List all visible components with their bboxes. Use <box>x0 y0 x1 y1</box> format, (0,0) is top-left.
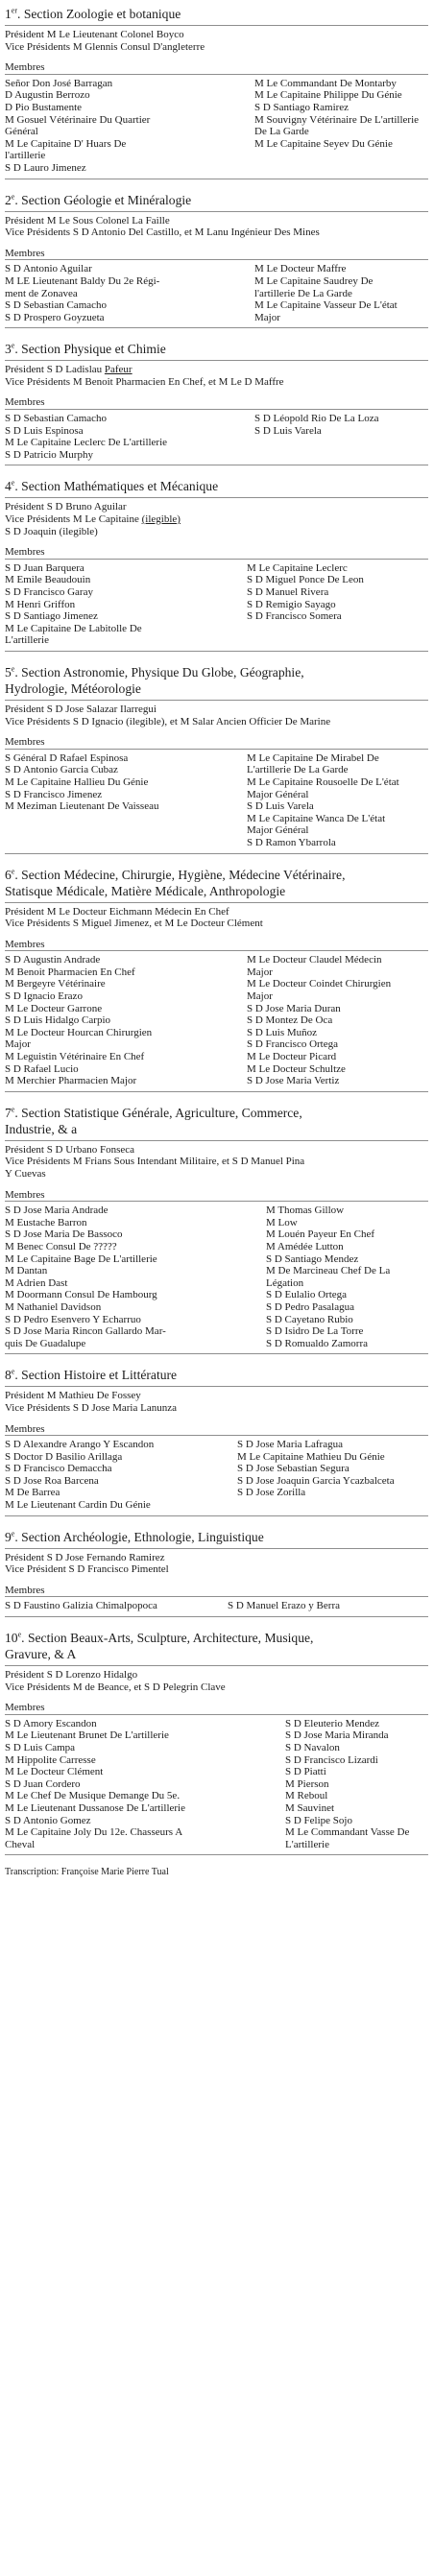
members-list <box>5 1600 428 1612</box>
members-divider <box>5 950 428 951</box>
member-name: Légation <box>266 1276 304 1289</box>
members-left-column <box>5 562 247 647</box>
section-number: 7 <box>5 1105 12 1120</box>
member-name: M Le Capitaine D' Huars De <box>5 137 127 150</box>
member-name: S D Antonio Gomez <box>5 1814 91 1826</box>
members-right-column <box>247 752 399 849</box>
section-title-text: . Section Médecine, Chirurgie, Hygiène, Médecine Vétérinaire, <box>14 867 346 882</box>
section-title-text: . Section Zoologie et botanique <box>17 7 181 21</box>
member-name: M De Marcineau Chef De La <box>266 1265 391 1277</box>
section-title <box>5 664 428 697</box>
section-title <box>5 6 428 22</box>
member-name: ment de Zonavea <box>5 287 78 299</box>
member-name: M Hippolite Carresse <box>5 1753 96 1766</box>
member-name: M Emile Beaudouin <box>5 574 91 586</box>
member-name: M Le Docteur Claudel Médecin <box>247 954 382 966</box>
member-name: M Henri Griffon <box>5 598 76 610</box>
president-line: Président S D Bruno Aguilar <box>5 501 127 513</box>
member-name: S D Jose Maria Andrade <box>5 1205 108 1217</box>
member-name: D Augustin Berrozo <box>5 89 90 102</box>
member-name: M Le Lieutenant Brunet De L'artillerie <box>5 1729 169 1742</box>
member-name: L'artillerie De La Garde <box>247 764 349 776</box>
section-end-divider <box>5 1515 428 1516</box>
section-number: 2 <box>5 192 12 207</box>
member-name: S D Francisco Lizardi <box>285 1753 378 1766</box>
vice-president-line-2: S D Joaquin (ilegible) <box>5 525 98 537</box>
vice-president-line: Vice Présidents M Benoit Pharmacien En Chef, et M Le D Maffre <box>5 375 284 388</box>
member-name: S D Jose Maria Lafragua <box>237 1439 343 1451</box>
section-divider <box>5 902 428 903</box>
member-name: M Le Capitaine Mathieu Du Génie <box>237 1450 385 1463</box>
member-name: Major <box>5 1038 31 1051</box>
section-divider <box>5 1665 428 1666</box>
section-6 <box>5 867 428 1092</box>
section-divider <box>5 360 428 361</box>
member-name: S D Jose Joaquin Garcia Ycazbalceta <box>237 1474 395 1487</box>
member-name: M Le Capitaine Leclerc <box>247 561 348 574</box>
section-title <box>5 192 428 208</box>
section-number: 9 <box>5 1529 12 1544</box>
member-name: S D Luis Hidalgo Carpio <box>5 1014 110 1027</box>
member-name: S D Faustino Galizia Chimalpopoca <box>5 1600 157 1612</box>
members-left-column <box>5 1205 266 1349</box>
member-name: M Le Capitaine Leclerc De L'artillerie <box>5 437 168 449</box>
member-name: M Le Docteur Hourcan Chirurgien <box>5 1026 153 1038</box>
vice-president-line: Vice Président S D Francisco Pimentel <box>5 1563 169 1576</box>
section-ordinal: er <box>11 6 18 15</box>
section-ordinal: e <box>11 478 15 488</box>
vice-president-name-underlined: (ilegible) <box>141 513 181 526</box>
section-2 <box>5 192 428 329</box>
members-left-column <box>5 1600 228 1612</box>
members-divider <box>5 749 428 750</box>
president-line: Président M Le Lieutenant Colonel Boyco <box>5 29 184 40</box>
section-number: 4 <box>5 479 12 494</box>
president-line: Président M Le Docteur Eichmann Médecin En Chef <box>5 905 229 918</box>
member-name: S D Jose Maria Vertiz <box>247 1075 340 1087</box>
member-name: De La Garde <box>254 126 309 138</box>
member-name: M Benec Consul De ????? <box>5 1240 117 1252</box>
member-name: M Sauvinet <box>285 1801 335 1814</box>
member-name: M Eustache Barron <box>5 1216 87 1228</box>
member-name: S D Jose Maria Duran <box>247 1002 341 1014</box>
section-end-divider <box>5 1353 428 1354</box>
member-name: S D Francisco Demaccha <box>5 1463 112 1475</box>
vice-president-line: Vice Présidents M Glennis Consul D'angleterre <box>5 40 205 53</box>
members-left-column <box>5 413 254 461</box>
section-number: 3 <box>5 342 12 357</box>
member-name: M Le Capitaine Philippe Du Génie <box>254 89 402 102</box>
member-name: Major <box>247 990 273 1003</box>
section-title-text-2: Statisque Médicale, Matière Médicale, Anthropologie <box>5 883 286 898</box>
members-label: Membres <box>5 61 45 74</box>
member-name: D Pio Bustamente <box>5 101 83 113</box>
section-title-text: . Section Mathématiques et Mécanique <box>14 479 219 494</box>
member-name: Major Général <box>247 824 309 837</box>
section-divider <box>5 700 428 701</box>
members-right-column <box>254 413 379 461</box>
members-left-column <box>5 752 247 849</box>
section-divider <box>5 25 428 26</box>
member-name: S D Eulalio Ortega <box>266 1289 348 1301</box>
members-divider <box>5 409 428 410</box>
section-title-text: . Section Physique et Chimie <box>14 342 166 357</box>
member-name: S D Jose Zorilla <box>237 1487 306 1499</box>
section-title-text: . Section Astronomie, Physique Du Globe, Géographie, <box>14 664 304 680</box>
section-divider <box>5 1386 428 1387</box>
member-name: M Le Commandant De Montarby <box>254 77 397 89</box>
member-name: M Le Docteur Picard <box>247 1051 337 1063</box>
member-name: M Le Docteur Garrone <box>5 1002 103 1014</box>
president-name-underlined: Pafeur <box>104 364 133 376</box>
member-name: M Doormann Consul De Hambourg <box>5 1289 157 1301</box>
president-line: Président S D Jose Fernando Ramirez <box>5 1551 165 1563</box>
section-title <box>5 1367 428 1383</box>
member-name: M Amédée Lutton <box>266 1240 344 1252</box>
member-name: S D Manuel Rivera <box>247 586 329 598</box>
members-list <box>5 1718 428 1851</box>
section-end-divider <box>5 1854 428 1855</box>
president-line: Président M Mathieu De Fossey <box>5 1390 141 1402</box>
vice-president-line: Vice Présidents S Miguel Jimenez, et M Le Docteur Clément <box>5 918 263 930</box>
members-left-column <box>5 954 247 1087</box>
member-name: S D Cayetano Rubio <box>266 1313 353 1325</box>
member-name: M Le Capitaine Seyev Du Génie <box>254 137 393 150</box>
section-number: 8 <box>5 1368 12 1383</box>
section-end-divider <box>5 651 428 652</box>
vice-president-line: Vice Présidents M de Beance, et S D Pelegrin Clave <box>5 1681 226 1693</box>
section-ordinal: e <box>11 192 15 201</box>
member-name: S D Jose Roa Barcena <box>5 1474 99 1487</box>
members-right-column <box>285 1718 409 1851</box>
member-name: M Le Capitaine Hallieu Du Génie <box>5 775 149 788</box>
section-title <box>5 867 428 899</box>
member-name: S D Santiago Mendez <box>266 1252 359 1265</box>
member-name: M Le Capitaine Rousoelle De L'état <box>247 775 399 788</box>
vice-president-line <box>5 513 428 526</box>
section-5 <box>5 664 428 854</box>
member-name: S D Jose Sebastian Segura <box>237 1463 350 1475</box>
vice-president-line: Vice Présidents M Frians Sous Intendant Militaire, et S D Manuel Pina <box>5 1156 305 1168</box>
members-right-column <box>254 263 398 323</box>
vice-president-text: Vice Présidents M Le Capitaine <box>5 513 142 526</box>
member-name: S D Jose Maria Miranda <box>285 1729 389 1742</box>
section-ordinal: e <box>11 866 15 875</box>
members-list <box>5 78 428 175</box>
member-name: M Le Docteur Maffre <box>254 263 347 275</box>
member-name: M Le Capitaine Wanca De L'état <box>247 812 386 824</box>
section-title <box>5 1529 428 1545</box>
section-ordinal: e <box>11 1367 15 1376</box>
president-line: Président S D Lorenzo Hidalgo <box>5 1669 138 1682</box>
members-list <box>5 1205 428 1349</box>
members-left-column <box>5 78 254 175</box>
member-name: S D Eleuterio Mendez <box>285 1717 380 1729</box>
member-name: M Benoit Pharmacien En Chef <box>5 966 135 978</box>
section-title <box>5 341 428 357</box>
member-name: S D Jose Maria Rincon Gallardo Mar- <box>5 1325 166 1338</box>
section-title <box>5 1105 428 1137</box>
section-divider <box>5 497 428 498</box>
member-name: M Le Lieutenant Dussanose De L'artillerie <box>5 1801 185 1814</box>
member-name: S D Francisco Ortega <box>247 1038 339 1051</box>
member-name: M Le Capitaine De Labitolle De <box>5 622 142 634</box>
member-name: Cheval <box>5 1838 36 1850</box>
members-left-column <box>5 1718 285 1851</box>
members-divider <box>5 1596 428 1597</box>
section-ordinal: e <box>17 1630 22 1639</box>
president-line <box>5 364 428 376</box>
member-name: S D Ramon Ybarrola <box>247 836 336 848</box>
vice-president-line-2: Y Cuevas <box>5 1168 46 1180</box>
member-name: M Low <box>266 1216 298 1228</box>
member-name: S D Luis Campa <box>5 1742 76 1753</box>
member-name: M Le Capitaine Bage De L'artillerie <box>5 1252 157 1265</box>
member-name: M Le Docteur Clément <box>5 1766 104 1778</box>
members-divider <box>5 1714 428 1715</box>
members-divider <box>5 1201 428 1202</box>
member-name: M Merchier Pharmacien Major <box>5 1075 137 1087</box>
section-ordinal: e <box>11 1105 15 1114</box>
vice-president-line: Vice Présidents S D Antonio Del Castillo, et M Lanu Ingénieur Des Mines <box>5 227 320 239</box>
member-name: S D Santiago Ramirez <box>254 101 350 113</box>
member-name: S D Remigio Sayago <box>247 598 336 610</box>
section-end-divider <box>5 1091 428 1092</box>
members-label: Membres <box>5 1702 45 1714</box>
section-10 <box>5 1630 428 1855</box>
member-name: S D Alexandre Arango Y Escandon <box>5 1439 155 1451</box>
member-name: S D Sebastian Camacho <box>5 413 108 425</box>
section-3 <box>5 341 428 465</box>
members-list <box>5 263 428 323</box>
member-name: M Bergeyre Vétérinaire <box>5 978 106 990</box>
member-name: S D Pedro Esenvero Y Echarruo <box>5 1313 141 1325</box>
section-7 <box>5 1105 428 1355</box>
member-name: M Le Capitaine Vasseur De L'état <box>254 299 398 312</box>
member-name: M Le Capitaine Saudrey De <box>254 274 374 287</box>
section-ordinal: e <box>11 341 15 350</box>
member-name: M LE Lieutenant Baldy Du 2e Régi- <box>5 274 160 287</box>
member-name: S D Luis Varela <box>247 800 314 813</box>
vice-president-line: Vice Présidents S D Jose Maria Lanunza <box>5 1401 177 1414</box>
member-name: S D Francisco Jimenez <box>5 788 103 800</box>
section-title-text: . Section Beaux-Arts, Sculpture, Architecture, Musique, <box>21 1631 314 1646</box>
section-number: 5 <box>5 664 12 680</box>
section-divider <box>5 211 428 212</box>
members-right-column <box>266 1205 390 1349</box>
section-title-text-2: Industrie, & a <box>5 1121 78 1136</box>
section-title-text: . Section Archéologie, Ethnologie, Linguistique <box>14 1529 264 1544</box>
member-name: M Louén Payeur En Chef <box>266 1228 375 1241</box>
member-name: S D Ignacio Erazo <box>5 990 83 1003</box>
section-ordinal: e <box>11 664 15 674</box>
section-number: 1 <box>5 7 12 21</box>
member-name: M Dantan <box>5 1265 48 1277</box>
member-name: Major Général <box>247 788 309 800</box>
member-name: M Reboul <box>285 1790 328 1802</box>
member-name: Général <box>5 126 38 138</box>
member-name: S D Amory Escandon <box>5 1717 97 1729</box>
member-name: Major <box>247 966 273 978</box>
member-name: S D Léopold Rio De La Loza <box>254 413 379 425</box>
member-name: S D Miguel Ponce De Leon <box>247 574 364 586</box>
member-name: S D Luis Varela <box>254 424 322 437</box>
member-name: M Leguistin Vétérinaire En Chef <box>5 1051 145 1063</box>
member-name: Major <box>254 311 280 323</box>
section-end-divider <box>5 327 428 328</box>
member-name: L'artillerie <box>5 634 49 647</box>
member-name: S D Francisco Garay <box>5 586 93 598</box>
member-name: quis De Guadalupe <box>5 1337 86 1349</box>
members-right-column <box>247 562 364 647</box>
section-title-text: . Section Histoire et Littérature <box>14 1368 178 1383</box>
member-name: M Souvigny Vétérinaire De L'artillerie <box>254 113 420 126</box>
member-name: l'artillerie De La Garde <box>254 287 352 299</box>
member-name: S Doctor D Basilio Arillaga <box>5 1450 123 1463</box>
member-name: l'artillerie <box>5 150 46 162</box>
president-text: Président S D Ladislau <box>5 364 105 376</box>
members-list <box>5 954 428 1087</box>
president-line: Président S D Urbano Fonseca <box>5 1143 135 1156</box>
member-name: S D Santiago Jimenez <box>5 610 98 623</box>
member-name: S D Antonio Aguilar <box>5 263 92 275</box>
member-name: M Le Capitaine De Mirabel De <box>247 751 379 764</box>
member-name: M Le Commandant Vasse De <box>285 1826 410 1839</box>
member-name: S D Sebastian Camacho <box>5 299 108 312</box>
member-name: S D Isidro De La Torre <box>266 1325 364 1338</box>
member-name: S D Romualdo Zamorra <box>266 1337 369 1349</box>
member-name: S D Antonio Garcia Cubaz <box>5 764 118 776</box>
member-name: M Le Docteur Schultze <box>247 1062 346 1075</box>
section-4 <box>5 478 428 652</box>
members-list <box>5 413 428 461</box>
member-name: S D Augustin Andrade <box>5 954 101 966</box>
section-ordinal: e <box>11 1529 15 1538</box>
member-name: S D Piatti <box>285 1766 326 1778</box>
members-right-column <box>247 954 391 1087</box>
section-divider <box>5 1548 428 1549</box>
member-name: S D Rafael Lucio <box>5 1062 79 1075</box>
members-left-column <box>5 1439 237 1512</box>
members-label: Membres <box>5 736 45 749</box>
member-name: M Adrien Dast <box>5 1276 68 1289</box>
member-name: M Le Docteur Coindet Chirurgien <box>247 978 392 990</box>
section-title-text: . Section Géologie et Minéralogie <box>14 192 192 207</box>
section-number: 10 <box>5 1631 18 1646</box>
member-name: S D Pedro Pasalagua <box>266 1300 354 1313</box>
member-name: M Le Capitaine Joly Du 12e. Chasseurs A <box>5 1826 183 1839</box>
members-label: Membres <box>5 396 45 409</box>
member-name: Señor Don José Barragan <box>5 77 113 89</box>
members-label: Membres <box>5 1584 45 1596</box>
member-name: S D Patricio Murphy <box>5 448 93 461</box>
member-name: L'artillerie <box>285 1838 329 1850</box>
member-name: S D Prospero Goyzueta <box>5 311 105 323</box>
section-end-divider <box>5 1616 428 1617</box>
member-name: S D Luis Muñoz <box>247 1026 318 1038</box>
president-line: Président S D Jose Salazar Ilarregui <box>5 703 157 715</box>
member-name: S D Felipe Sojo <box>285 1814 352 1826</box>
section-8 <box>5 1367 428 1515</box>
members-label: Membres <box>5 1422 45 1435</box>
member-name: S D Lauro Jimenez <box>5 161 86 174</box>
member-name: M Pierson <box>285 1777 329 1790</box>
section-end-divider <box>5 853 428 854</box>
members-right-column <box>237 1439 395 1512</box>
section-9 <box>5 1529 428 1617</box>
section-title-text: . Section Statistique Générale, Agriculture, Commerce, <box>14 1105 302 1120</box>
transcription-credit: Transcription: Françoise Marie Pierre Tual <box>5 1867 169 1878</box>
member-name: M Gosuel Vétérinaire Du Quartier <box>5 113 151 126</box>
member-name: S D Francisco Somera <box>247 610 342 623</box>
president-line: Président M Le Sous Colonel La Faille <box>5 214 170 227</box>
members-list <box>5 1439 428 1512</box>
member-name: S D Juan Barquera <box>5 561 84 574</box>
section-title-text-2: Gravure, & A <box>5 1647 77 1662</box>
members-right-column <box>254 78 419 175</box>
members-list <box>5 562 428 647</box>
member-name: M Nathaniel Davidson <box>5 1300 102 1313</box>
member-name: M Le Lieutenant Cardin Du Génie <box>5 1499 151 1512</box>
section-title <box>5 1630 428 1662</box>
member-name: S D Montez De Oca <box>247 1014 333 1027</box>
member-name: S Général D Rafael Espinosa <box>5 751 129 764</box>
members-divider <box>5 259 428 260</box>
section-title <box>5 478 428 494</box>
members-label: Membres <box>5 1188 45 1201</box>
section-number: 6 <box>5 867 12 882</box>
member-name: S D Jose Maria De Bassoco <box>5 1228 123 1241</box>
member-name: S D Luis Espinosa <box>5 424 84 437</box>
members-left-column <box>5 263 254 323</box>
member-name: S D Juan Cordero <box>5 1777 81 1790</box>
member-name: M Thomas Gillow <box>266 1205 345 1217</box>
members-divider <box>5 74 428 75</box>
members-right-column <box>228 1600 340 1612</box>
member-name: M De Barrea <box>5 1487 60 1499</box>
section-divider <box>5 1140 428 1141</box>
section-1 <box>5 6 428 179</box>
member-name: S D Manuel Erazo y Berra <box>228 1600 340 1612</box>
members-label: Membres <box>5 546 45 559</box>
member-name: M Meziman Lieutenant De Vaisseau <box>5 800 159 813</box>
members-divider <box>5 1435 428 1436</box>
members-divider <box>5 559 428 560</box>
section-title-text-2: Hydrologie, Météorologie <box>5 680 141 696</box>
members-list <box>5 752 428 849</box>
member-name: M Le Chef De Musique Demange Du 5e. <box>5 1790 181 1802</box>
members-label: Membres <box>5 247 45 259</box>
member-name: S D Navalon <box>285 1742 340 1753</box>
vice-president-line: Vice Présidents S D Ignacio (ilegible), et M Salar Ancien Officier De Marine <box>5 715 331 727</box>
members-label: Membres <box>5 938 45 950</box>
